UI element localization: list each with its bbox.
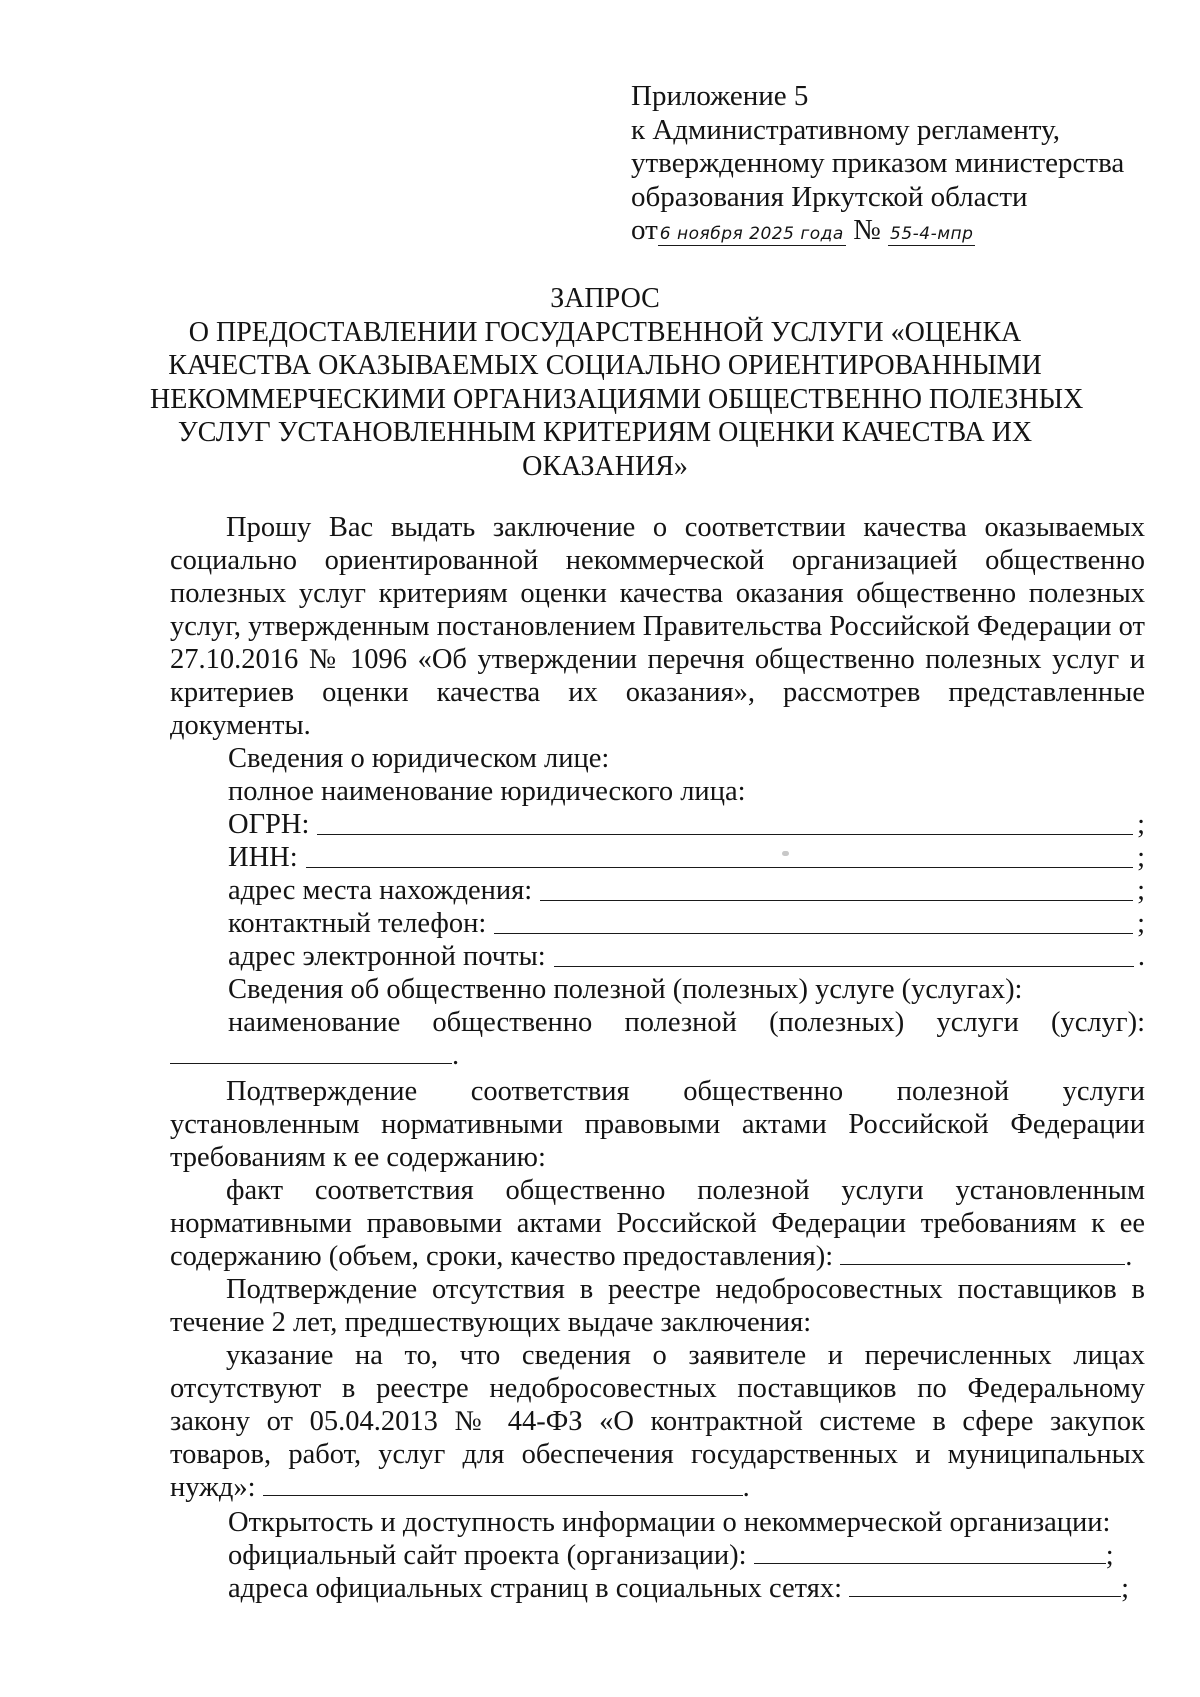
- scan-smudge: [782, 851, 789, 856]
- registry-paragraph: Подтверждение отсутствия в реестре недобросовестных поставщиков в течение 2 лет, предшествующих выдаче заключения:: [170, 1274, 1145, 1338]
- title-line: УСЛУГ УСТАНОВЛЕННЫМ КРИТЕРИЯМ ОЦЕНКИ КАЧЕСТВА ИХ: [177, 417, 1033, 448]
- fact-input-line[interactable]: [840, 1263, 1125, 1265]
- registry-input-line[interactable]: [263, 1494, 743, 1496]
- from-label: от: [631, 214, 658, 246]
- request-paragraph: Прошу Вас выдать заключение о соответствии качества оказываемых социально ориентированной некоммерческой организацией общественно полезных услуг критериям оценки качества оказания общественно полезных услуг, утвержденным постановлением Правительства Российской Федерации от 27.10.2016 № 1096 «Об утверждении перечня общественно полезных услуг и критериев оценки качества их оказания», рассмотрев представленные документы.: [170, 512, 1145, 741]
- email-label: адрес электронной почты:: [228, 941, 546, 972]
- phone-input-line[interactable]: [494, 932, 1133, 934]
- appendix-regulation: к Административному регламенту,: [631, 113, 1060, 146]
- fact-paragraph: [170, 1174, 1145, 1273]
- service-name-period: .: [452, 1040, 460, 1071]
- number-label: №: [853, 214, 881, 246]
- handwritten-number: 55-4-мпр: [890, 224, 974, 244]
- fact-text: факт соответствия общественно полезной услуги установленным нормативными правовыми актами Российской Федерации требованиям к ее содержанию (объем, сроки, качество предоставления):: [170, 1175, 1145, 1272]
- email-input-line[interactable]: [554, 965, 1134, 967]
- appendix-number: Приложение 5: [631, 80, 809, 112]
- appendix-ministry: образования Иркутской области: [631, 180, 1028, 213]
- appendix-header: [631, 80, 1124, 248]
- address-input-line[interactable]: [540, 899, 1133, 901]
- email-period: .: [1137, 941, 1145, 972]
- openness-heading: Открытость и доступность информации о некоммерческой организации:: [228, 1507, 1111, 1538]
- ogrn-label: ОГРН:: [228, 809, 310, 840]
- website-input-line[interactable]: [754, 1562, 1106, 1564]
- phone-row: [228, 907, 1145, 940]
- handwritten-date: 6 ноября 2025 года: [659, 224, 844, 244]
- service-name-label: наименование общественно полезной (полезных) услуги (услуг):: [228, 1007, 1145, 1038]
- phone-label: контактный телефон:: [228, 908, 487, 939]
- website-row: [228, 1539, 1114, 1572]
- document-title: [150, 282, 1084, 483]
- ogrn-input-line[interactable]: [317, 833, 1133, 835]
- title-line: НЕКОММЕРЧЕСКИМИ ОРГАНИЗАЦИЯМИ ОБЩЕСТВЕННО ПОЛЕЗНЫХ: [150, 383, 1084, 415]
- ogrn-row: [228, 808, 1145, 841]
- registry-indication-text: указание на то, что сведения о заявителе и перечисленных лицах отсутствуют в реестре недобросовестных поставщиков по Федеральному закону от 05.04.2013 № 44-ФЗ «О контрактной системе в сфере закупок товаров, работ, услуг для обеспечения государственных и муниципальных нужд»:: [170, 1340, 1145, 1503]
- website-label: официальный сайт проекта (организации):: [228, 1540, 747, 1571]
- service-name-input-line[interactable]: [170, 1062, 452, 1064]
- social-input-line[interactable]: [849, 1595, 1121, 1597]
- service-heading: Сведения об общественно полезной (полезных) услуге (услугах):: [228, 974, 1023, 1005]
- ogrn-semicolon: ;: [1137, 809, 1145, 840]
- email-row: [228, 940, 1145, 973]
- address-semicolon: ;: [1137, 875, 1145, 906]
- title-line: ОКАЗАНИЯ»: [522, 450, 688, 482]
- appendix-approved-by: утвержденному приказом министерства: [631, 147, 1125, 179]
- title-line: ЗАПРОС: [550, 283, 660, 314]
- social-label: адреса официальных страниц в социальных сетях:: [228, 1573, 843, 1604]
- full-name-label: полное наименование юридического лица:: [228, 776, 746, 807]
- inn-input-line[interactable]: [306, 866, 1133, 868]
- social-row: [228, 1572, 1129, 1605]
- fact-period: .: [1125, 1241, 1133, 1272]
- social-semicolon: ;: [1121, 1573, 1130, 1604]
- address-label: адрес места нахождения:: [228, 875, 533, 906]
- phone-semicolon: ;: [1137, 908, 1145, 939]
- inn-label: ИНН:: [228, 842, 298, 873]
- website-semicolon: ;: [1105, 1540, 1114, 1571]
- address-row: [228, 874, 1145, 907]
- registry-indication-paragraph: [170, 1339, 1145, 1504]
- registry-period: .: [742, 1472, 750, 1503]
- title-line: О ПРЕДОСТАВЛЕНИИ ГОСУДАРСТВЕННОЙ УСЛУГИ «ОЦЕНКА: [188, 316, 1022, 348]
- title-line: КАЧЕСТВА ОКАЗЫВАЕМЫХ СОЦИАЛЬНО ОРИЕНТИРОВАННЫМИ: [168, 350, 1042, 381]
- legal-entity-heading: Сведения о юридическом лице:: [228, 743, 610, 774]
- confirmation-paragraph: Подтверждение соответствия общественно полезной услуги установленным нормативными правовыми актами Российской Федерации требованиям к ее содержанию:: [170, 1076, 1145, 1173]
- inn-semicolon: ;: [1137, 842, 1145, 873]
- inn-row: [228, 841, 1145, 874]
- service-name-row: [170, 1039, 459, 1072]
- appendix-date-number: [631, 214, 1124, 248]
